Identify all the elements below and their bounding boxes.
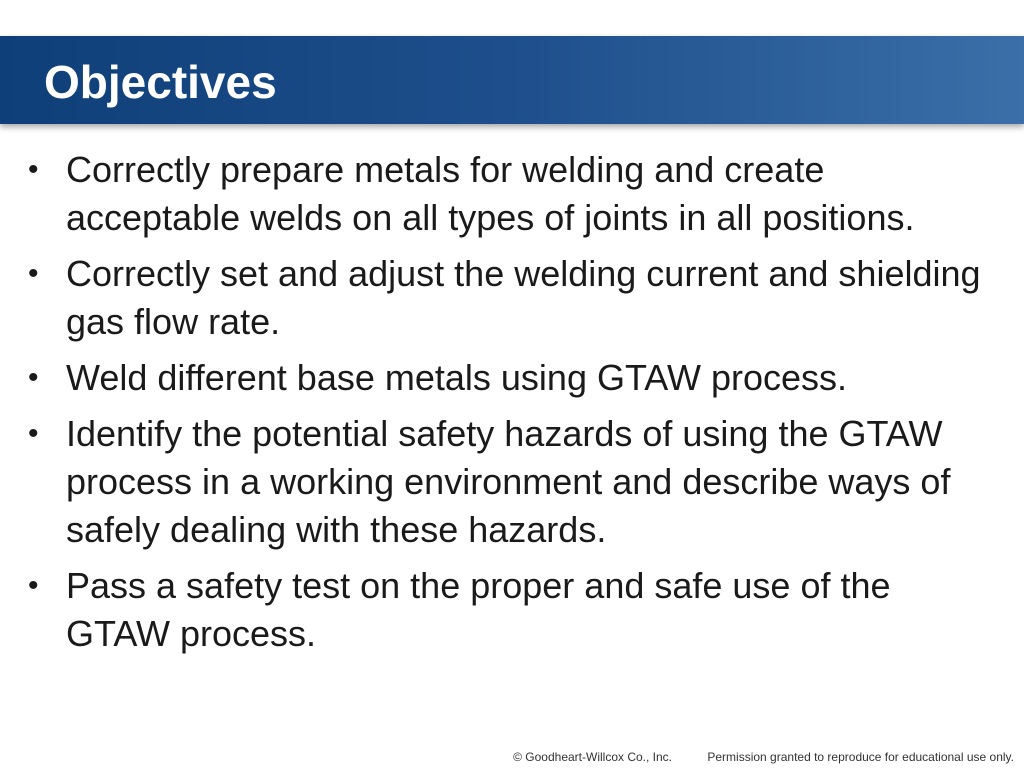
bullet-text: Weld different base metals using GTAW process. (66, 357, 847, 398)
bullet-item (24, 562, 994, 658)
bullet-text: Correctly set and adjust the welding current and shielding gas flow rate. (66, 253, 981, 342)
footer-copyright: © Goodheart-Willcox Co., Inc. (513, 750, 673, 764)
bullet-list (24, 146, 994, 666)
bullet-item (24, 250, 994, 346)
bullet-item (24, 146, 994, 242)
slide-title: Objectives (44, 56, 277, 108)
footer (0, 750, 1014, 764)
bullet-text: Identify the potential safety hazards of using the GTAW process in a working environment and describe ways of safely dealing with these hazards. (66, 413, 951, 550)
bullet-item (24, 410, 994, 554)
bullet-text: Correctly prepare metals for welding and create acceptable welds on all types of joints in all positions. (66, 149, 915, 238)
bullet-item (24, 354, 994, 402)
bullet-icon: • (28, 153, 39, 186)
footer-permission: Permission granted to reproduce for educational use only. (707, 750, 1014, 764)
title-bar (0, 36, 1024, 124)
bullet-icon: • (28, 257, 39, 290)
bullet-icon: • (28, 569, 39, 602)
bullet-icon: • (28, 361, 39, 394)
bullet-icon: • (28, 417, 39, 450)
bullet-text: Pass a safety test on the proper and safe use of the GTAW process. (66, 565, 891, 654)
